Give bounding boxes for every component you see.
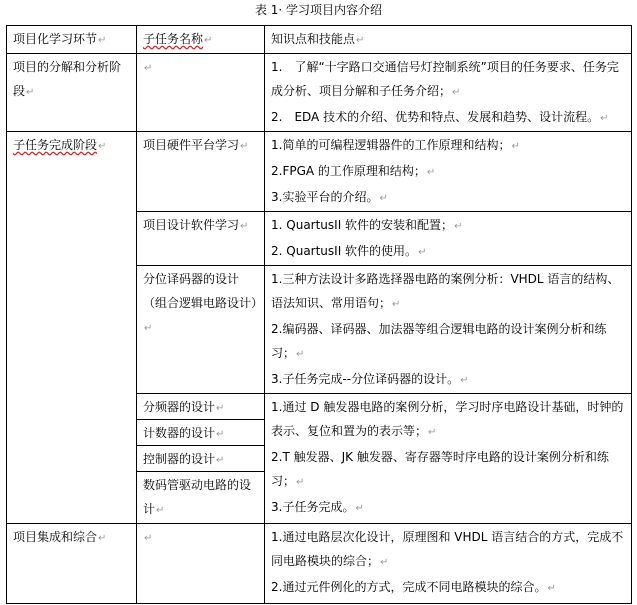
task-cell: ↵ xyxy=(137,54,265,132)
knowledge-item: 2.编码器、译码器、加法器等组合逻辑电路的设计案例分析和练习；↵ xyxy=(271,322,607,360)
task-cell xyxy=(137,394,265,524)
knowledge-item: 3.实验平台的介绍。↵ xyxy=(271,190,388,204)
table-header-row xyxy=(7,26,632,54)
task-cell: ↵ xyxy=(137,524,265,604)
knowledge-item: 2.T 触发器、JK 触发器、寄存器等时序电路的设计案例分析和练习；↵ xyxy=(271,450,609,488)
knowledge-item: 1.通过电路层次化设计，原理图和 VHDL 语言结合的方式，完成不同电路模块的综合；↵ xyxy=(271,530,624,568)
content-table xyxy=(6,25,632,604)
header-task: 子任务名称↵ xyxy=(137,26,265,54)
paragraph-mark: ↵ xyxy=(460,375,469,386)
task-cell: 项目设计软件学习↵ xyxy=(137,212,265,266)
knowledge-item: 2.通过元件例化的方式，完成不同电路模块的综合。↵ xyxy=(271,580,556,594)
paragraph-mark: ↵ xyxy=(418,247,427,258)
knowledge-cell xyxy=(265,132,632,212)
table-row xyxy=(7,132,632,212)
task-item: 数码管驱动电路的设计↵ xyxy=(143,478,252,516)
knowledge-item: 1. QuartusII 软件的安装和配置；↵ xyxy=(271,218,463,232)
knowledge-item: 3.子任务完成--分位译码器的设计。↵ xyxy=(271,372,469,386)
paragraph-mark: ↵ xyxy=(452,87,461,98)
paragraph-mark: ↵ xyxy=(600,113,609,124)
table-row xyxy=(7,54,632,132)
table-row xyxy=(7,524,632,604)
knowledge-cell xyxy=(265,394,632,524)
knowledge-item: 1.三种方法设计多路选择器电路的案例分析：VHDL 语言的结构、语法知识、常用语句；↵ xyxy=(271,272,620,310)
knowledge-cell xyxy=(265,54,632,132)
header-knowledge: 知识点和技能点↵ xyxy=(265,26,632,54)
paragraph-mark: ↵ xyxy=(428,427,437,438)
knowledge-cell xyxy=(265,524,632,604)
knowledge-cell xyxy=(265,212,632,266)
stage-cell: 子任务完成阶段↵ xyxy=(7,132,137,524)
task-item: 控制器的设计↵ xyxy=(137,446,264,472)
task-item: 分频器的设计↵ xyxy=(137,394,264,420)
paragraph-mark: ↵ xyxy=(426,167,436,178)
paragraph-mark: ↵ xyxy=(380,557,389,568)
knowledge-item: 1.简单的可编程逻辑器件的工作原理和结构；↵ xyxy=(271,138,520,152)
knowledge-item: 3.子任务完成。↵ xyxy=(271,500,364,514)
paragraph-mark: ↵ xyxy=(511,141,520,152)
paragraph-mark: ↵ xyxy=(454,221,463,232)
knowledge-cell xyxy=(265,266,632,394)
task-cell: 项目硬件平台学习↵ xyxy=(137,132,265,212)
paragraph-mark: ↵ xyxy=(379,193,388,204)
stage-cell: 项目集成和综合↵ xyxy=(7,524,137,604)
header-stage: 项目化学习环节↵ xyxy=(7,26,137,54)
knowledge-item: 2. QuartusII 软件的使用。↵ xyxy=(271,244,427,258)
stage-cell: 项目的分解和分析阶段↵ xyxy=(7,54,137,132)
paragraph-mark: ↵ xyxy=(547,583,556,594)
knowledge-item: 1.通过 D 触发器电路的案例分析，学习时序电路设计基础，时钟的表示、复位和置为的表示等；↵ xyxy=(271,400,624,438)
knowledge-item: 2.FPGA 的工作原理和结构；↵ xyxy=(271,164,436,178)
paragraph-mark: ↵ xyxy=(296,477,305,488)
paragraph-mark: ↵ xyxy=(296,349,305,360)
paragraph-mark: ↵ xyxy=(392,299,401,310)
knowledge-item: 1. 了解“十字路口交通信号灯控制系统”项目的任务要求、任务完成分析、项目分解和子任务介绍；↵ xyxy=(271,60,619,98)
task-item: 计数器的设计↵ xyxy=(137,420,264,446)
task-cell: 分位译码器的设计（组合逻辑电路设计）↵ xyxy=(137,266,265,394)
paragraph-mark: ↵ xyxy=(355,503,364,514)
knowledge-item: 2. EDA 技术的介绍、优势和特点、发展和趋势、设计流程。↵ xyxy=(271,110,609,124)
table-caption: 表 1· 学习项目内容介绍 xyxy=(254,3,383,17)
